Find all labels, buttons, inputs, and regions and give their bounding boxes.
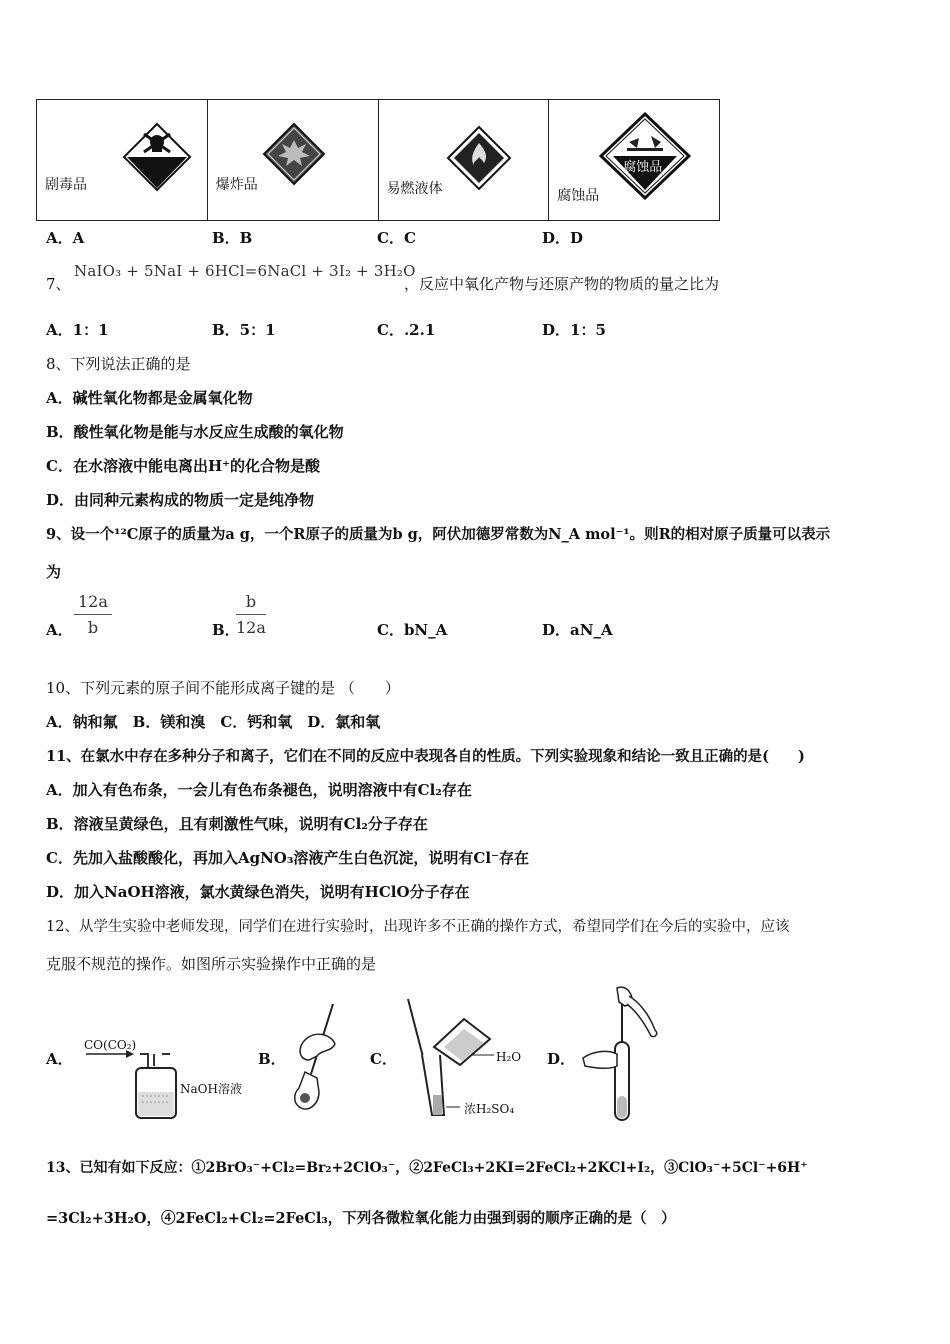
fraction-denominator: b [87, 618, 99, 637]
q11-option-c: C．先加入盐酸酸化，再加入AgNO₃溶液产生白色沉淀，说明有Cl⁻存在 [46, 849, 529, 867]
q12-label-b: B． [258, 1050, 286, 1068]
corrosive-badge-text: 腐蚀品 [623, 160, 663, 175]
hazard-label: 爆炸品 [215, 177, 258, 193]
flame-icon [446, 125, 512, 191]
q12-label-c: C． [370, 1050, 397, 1068]
hazard-cell-toxic [37, 100, 208, 220]
q12-label-a: A． [46, 1050, 73, 1068]
q9-option-a-label: A． [46, 621, 73, 639]
q12-stem-line2: 克服不规范的操作。如图所示实验操作中正确的是 [46, 955, 377, 973]
q6-option-d: D．D [542, 229, 584, 247]
q7-option-a: A．1：1 [46, 321, 109, 339]
q8-option-d: D．由同种元素构成的物质一定是纯净物 [46, 491, 315, 509]
q9-stem-line2: 为 [46, 563, 62, 581]
q6-option-c: C．C [377, 229, 416, 247]
hazard-label: 剧毒品 [45, 177, 87, 193]
explosion-icon [262, 122, 326, 186]
q9-option-a-fraction [74, 592, 112, 637]
q7-stem: ，反应中氧化产物与还原产物的物质的量之比为 [404, 275, 720, 293]
hazard-cell-flammable-liquid [379, 100, 550, 220]
hand-dropper-figure [285, 1000, 355, 1120]
fraction-numerator: 12a [74, 592, 112, 615]
q6-option-b: B．B [212, 229, 253, 247]
q8-option-b: B．酸性氧化物是能与水反应生成酸的氧化物 [46, 423, 344, 441]
q11-option-b: B．溶液呈黄绿色，且有刺激性气味，说明有Cl₂分子存在 [46, 815, 428, 833]
q9-stem-line1: 9、设一个¹²C原子的质量为a g，一个R原子的质量为b g，阿伏加德罗常数为N_A mol⁻¹。则R的相对原子质量可以表示 [46, 526, 831, 543]
hazard-label: 易燃液体 [386, 181, 443, 197]
q6-option-a: A．A [46, 229, 85, 247]
q7-number: 7、 [46, 275, 71, 293]
q8-option-a: A．碱性氧化物都是金属氧化物 [46, 389, 253, 407]
q11-stem: 11、在氯水中存在多种分子和离子，它们在不同的反应中表现各自的性质。下列实验现象和结论一致且正确的是( ) [46, 748, 805, 765]
fraction-denominator: 12a [236, 618, 266, 637]
q13-line1: 13、已知有如下反应：①2BrO₃⁻+Cl₂=Br₂+2ClO₃⁻，②2FeCl₃+2KI=2FeCl₂+2KCl+I₂，③ClO₃⁻+5Cl⁻+6H⁺ [46, 1160, 808, 1176]
fig-c-water-label: H₂O [496, 1050, 522, 1064]
q9-option-d: D．aN_A [542, 621, 613, 639]
skull-crossbones-icon [122, 122, 192, 192]
q12-label-d: D． [547, 1050, 576, 1068]
hazard-cell-corrosive [549, 100, 719, 220]
q11-option-a: A．加入有色布条，一会儿有色布条褪色，说明溶液中有Cl₂存在 [46, 781, 472, 799]
q9-option-b-label: B． [212, 621, 240, 639]
hazard-cell-explosive [208, 100, 379, 220]
q10-stem: 10、下列元素的原子间不能形成离子键的是 （ ） [46, 679, 400, 697]
fig-c-acid-label: 浓H₂SO₄ [464, 1102, 515, 1116]
fraction-numerator: b [236, 592, 266, 615]
q7-option-b: B．5：1 [212, 321, 276, 339]
q12-stem-line1: 12、从学生实验中老师发现，同学们在进行实验时，出现许多不正确的操作方式，希望同学们在今后的实验中，应该 [46, 919, 790, 935]
q9-option-b-fraction [236, 592, 266, 637]
q8-option-c: C．在水溶液中能电离出H⁺的化合物是酸 [46, 457, 321, 475]
q13-line2: =3Cl₂+3H₂O，④2FeCl₂+Cl₂=2FeCl₃，下列各微粒氧化能力由强到弱的顺序正确的是（ ） [46, 1210, 676, 1227]
q7-equation: NaIO₃ + 5NaI + 6HCl=6NaCl + 3I₂ + 3H₂O [74, 262, 416, 280]
q11-option-d: D．加入NaOH溶液，氯水黄绿色消失，说明有HClO分子存在 [46, 883, 470, 901]
q8-stem: 8、下列说法正确的是 [46, 355, 191, 373]
hazard-sign-table [36, 99, 720, 221]
q10-options: A．钠和氟 B．镁和溴 C．钙和氧 D．氯和氧 [46, 713, 381, 731]
test-tube-dropper-figure [575, 984, 675, 1124]
fig-a-liquid-label: NaOH溶液 [180, 1082, 242, 1096]
q7-option-c: C．.2.1 [377, 321, 436, 339]
fig-a-gas-label: CO(CO₂) [84, 1038, 137, 1052]
hazard-label: 腐蚀品 [557, 188, 600, 204]
q7-option-d: D．1：5 [542, 321, 606, 339]
q9-option-c: C．bN_A [377, 621, 448, 639]
